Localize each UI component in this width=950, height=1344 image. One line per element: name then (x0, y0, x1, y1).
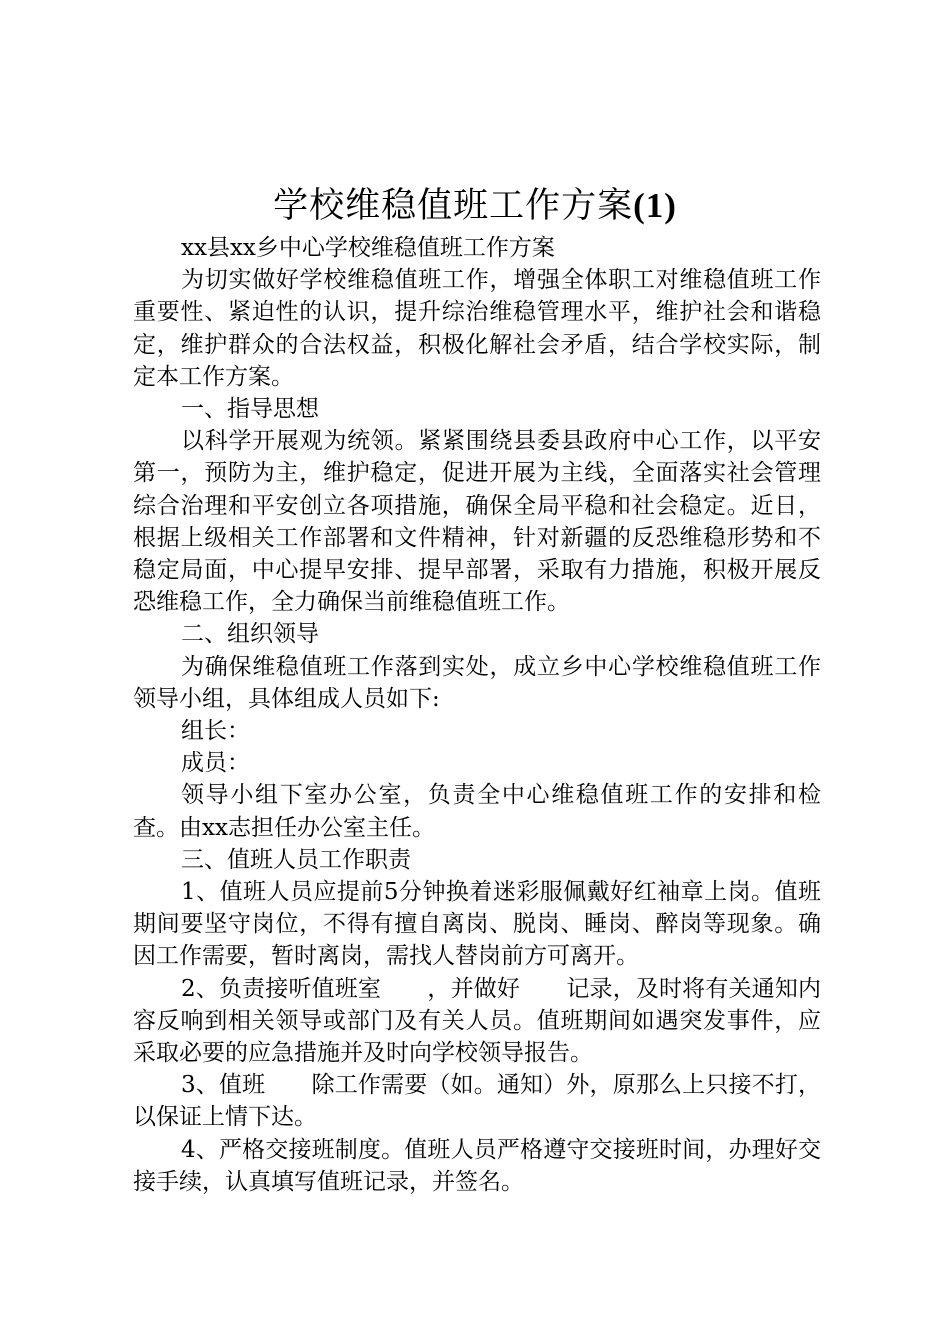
title-main: 学校维稳值班工作方案 (273, 186, 634, 226)
section-heading-organization: 二、组织领导 (181, 621, 319, 648)
document-body (133, 232, 821, 1198)
organization-paragraph: 为确保维稳值班工作落到实处，成立乡中心学校维稳值班工作领导小组，具体组成人员如下: (133, 653, 821, 712)
office-paragraph: 领导小组下室办公室，负责全中心维稳值班工作的安排和检查。由xx志担任办公室主任。 (133, 782, 821, 841)
guiding-thought-paragraph: 以科学开展观为统领。紧紧围绕县委县政府中心工作，以平安第一，预防为主，维护稳定，促进开展为主线，全面落实社会管理综合治理和平安创立各项措施，确保全局平稳和社会稳定。近日，根据上级相关工作部署和文件精神，针对新疆的反恐维稳形势和不稳定局面，中心提早安排、提早部署，采取有力措施，积极开展反恐维稳工作，全力确保当前维稳值班工作。 (133, 428, 821, 616)
subtitle-paragraph: xx县xx乡中心学校维稳值班工作方案 (181, 235, 555, 261)
duty-item-4: 4、严格交接班制度。值班人员严格遵守交接班时间，办理好交接手续，认真填写值班记录，并签名。 (133, 1136, 821, 1195)
document-title (0, 180, 950, 232)
duty-item-1: 1、值班人员应提前5分钟换着迷彩服佩戴好红袖章上岗。值班期间要坚守岗位，不得有擅自离岗、脱岗、睡岗、醉岗等现象。确因工作需要，暂时离岗，需找人替岗前方可离开。 (133, 879, 821, 970)
duty-item-3: 3、值班 除工作需要（如。通知）外，原那么上只接不打，以保证上情下达。 (133, 1072, 821, 1131)
duty-item-2: 2、负责接听值班室 ，并做好 记录，及时将有关通知内容反响到相关领导或部门及有关人员。值班期间如遇突发事件，应采取必要的应急措施并及时向学校领导报告。 (133, 975, 821, 1067)
title-suffix: (1) (633, 186, 677, 225)
team-leader-line: 组长： (181, 718, 250, 745)
team-members-line: 成员： (181, 750, 250, 777)
section-heading-guiding-thought: 一、指导思想 (181, 396, 319, 423)
section-heading-duties: 三、值班人员工作职责 (181, 846, 411, 873)
intro-paragraph: 为切实做好学校维稳值班工作，增强全体职工对维稳值班工作重要性、紧迫性的认识，提升综治维稳管理水平，维护社会和谐稳定，维护群众的合法权益，积极化解社会矛盾，结合学校实际，制定本工作方案。 (133, 267, 821, 390)
